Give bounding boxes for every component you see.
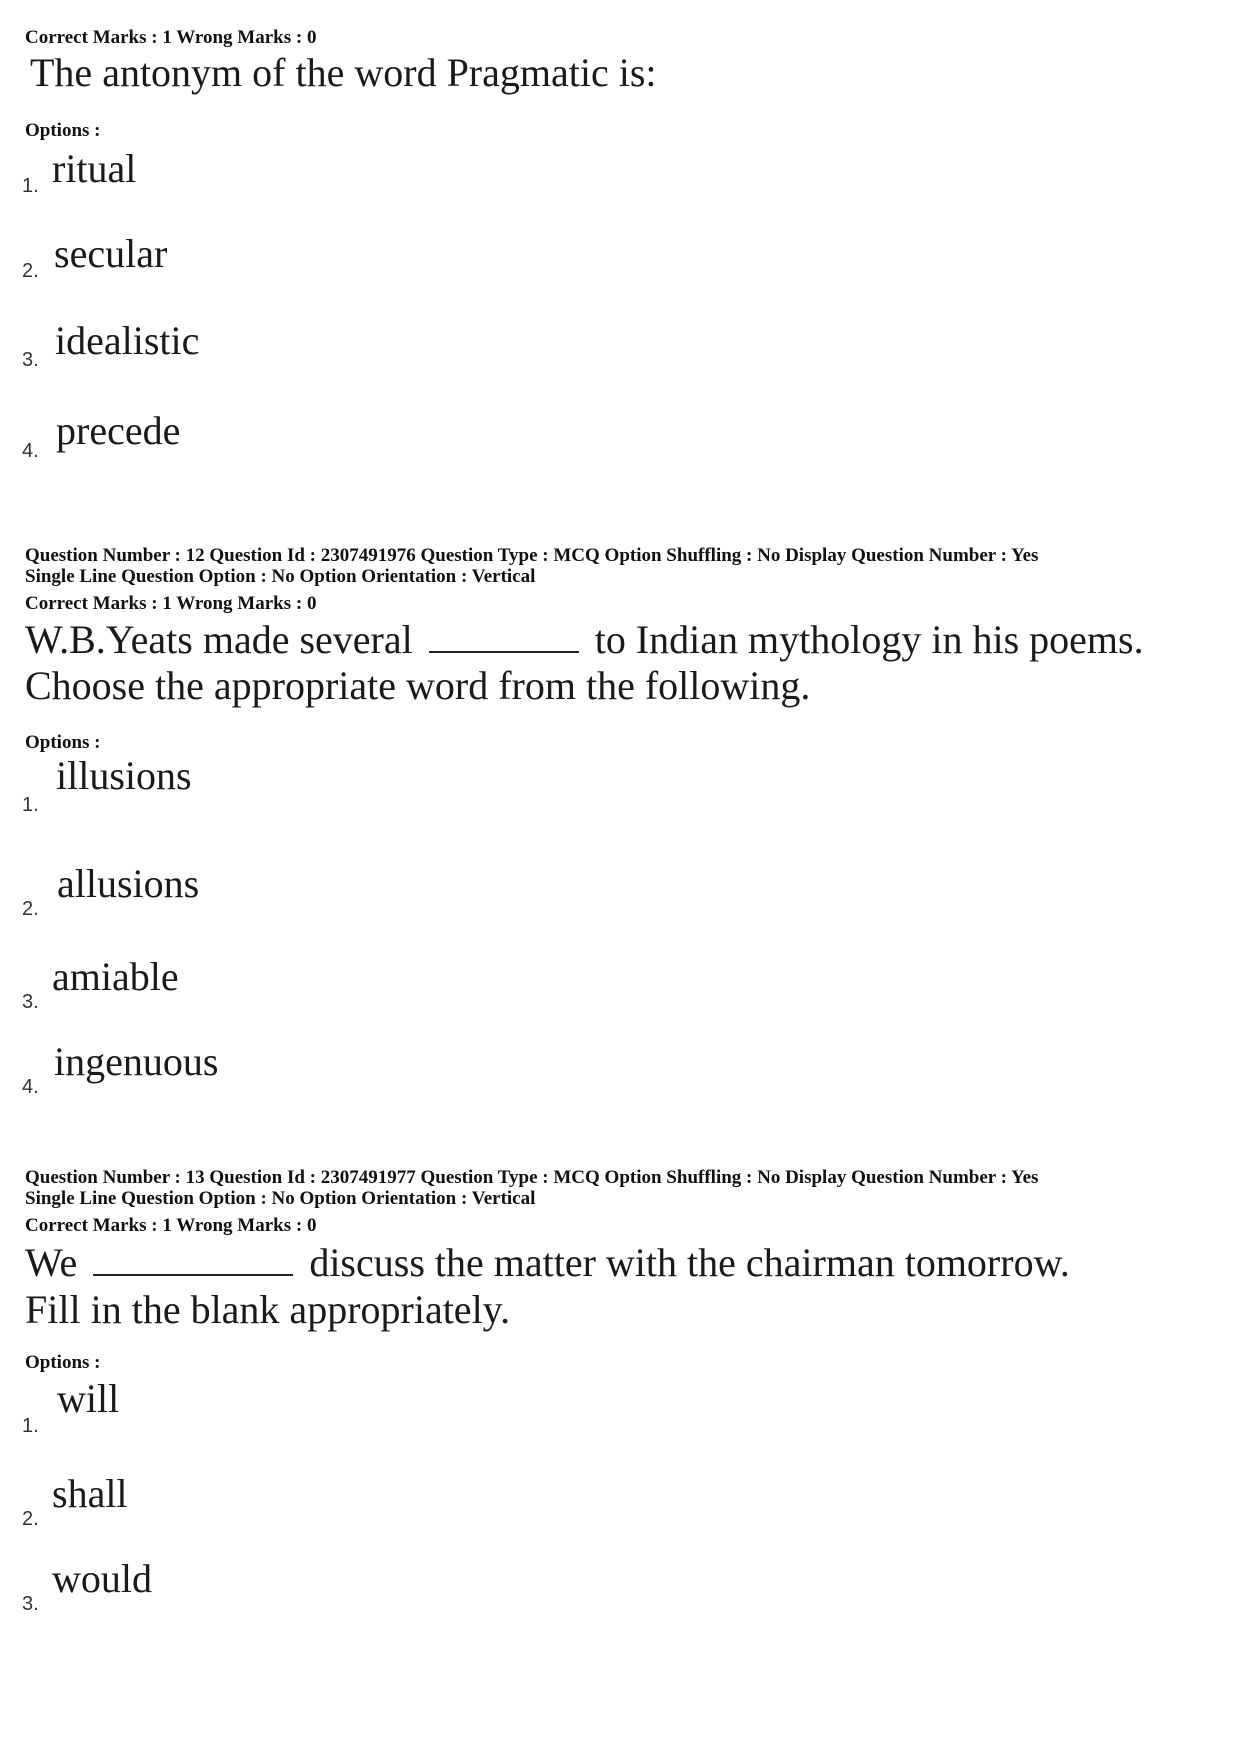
q12-header-line1: Question Number : 12 Question Id : 2307491976 Question Type : MCQ Option Shuffling : No Display Question Number : Yes xyxy=(25,545,1039,566)
q11-option-3[interactable] xyxy=(22,317,522,377)
option-text: shall xyxy=(52,1471,128,1516)
q13-marks: Correct Marks : 1 Wrong Marks : 0 xyxy=(25,1215,317,1236)
option-text: allusions xyxy=(57,861,200,906)
option-number: 2. xyxy=(22,260,39,282)
q12-question-line1 xyxy=(25,617,1144,663)
q11-option-1[interactable] xyxy=(22,145,522,205)
q12-question-line2: Choose the appropriate word from the following. xyxy=(25,663,811,708)
option-number: 3. xyxy=(22,1593,39,1615)
option-number: 1. xyxy=(22,175,39,197)
option-number: 3. xyxy=(22,349,39,371)
option-text: will xyxy=(57,1376,120,1421)
option-text: idealistic xyxy=(55,318,200,363)
question-text-before-blank: W.B.Yeats made several xyxy=(25,617,413,662)
q11-option-2[interactable] xyxy=(22,230,522,290)
option-text: amiable xyxy=(52,954,179,999)
q11-marks: Correct Marks : 1 Wrong Marks : 0 xyxy=(25,27,317,48)
fill-in-blank xyxy=(93,1244,293,1276)
option-number: 4. xyxy=(22,440,39,462)
option-number: 1. xyxy=(22,1415,39,1437)
q13-option-2[interactable] xyxy=(22,1470,522,1530)
q12-option-3[interactable] xyxy=(22,953,522,1013)
option-text: secular xyxy=(54,231,168,276)
question-text-before-blank: We xyxy=(25,1240,78,1285)
q12-option-2[interactable] xyxy=(22,860,522,920)
option-number: 3. xyxy=(22,991,39,1013)
option-text: illusions xyxy=(56,753,192,798)
q12-options-label: Options : xyxy=(25,732,101,753)
q12-header-line2: Single Line Question Option : No Option Orientation : Vertical xyxy=(25,566,536,587)
q12-marks: Correct Marks : 1 Wrong Marks : 0 xyxy=(25,593,317,614)
option-number: 2. xyxy=(22,1508,39,1530)
option-text: ingenuous xyxy=(54,1039,219,1084)
q13-options-label: Options : xyxy=(25,1352,101,1373)
q13-question-line2: Fill in the blank appropriately. xyxy=(25,1287,511,1332)
option-number: 2. xyxy=(22,898,39,920)
q11-options-label: Options : xyxy=(25,120,101,141)
q13-option-1[interactable] xyxy=(22,1375,522,1435)
fill-in-blank xyxy=(429,621,579,653)
q13-header-line1: Question Number : 13 Question Id : 2307491977 Question Type : MCQ Option Shuffling : No Display Question Number : Yes xyxy=(25,1167,1039,1188)
question-text-after-blank: discuss the matter with the chairman tomorrow. xyxy=(309,1240,1070,1285)
q11-option-4[interactable] xyxy=(22,407,522,467)
q13-option-3[interactable] xyxy=(22,1555,522,1615)
q11-question-text: The antonym of the word Pragmatic is: xyxy=(30,50,657,95)
option-text: precede xyxy=(56,408,181,453)
q13-header-line2: Single Line Question Option : No Option Orientation : Vertical xyxy=(25,1188,536,1209)
q12-option-1[interactable] xyxy=(22,752,522,816)
option-number: 4. xyxy=(22,1076,39,1098)
option-number: 1. xyxy=(22,794,39,816)
q12-option-4[interactable] xyxy=(22,1038,522,1098)
q13-question-line1 xyxy=(25,1240,1070,1286)
question-text-after-blank: to Indian mythology in his poems. xyxy=(594,617,1144,662)
option-text: would xyxy=(52,1556,152,1601)
option-text: ritual xyxy=(52,146,137,191)
